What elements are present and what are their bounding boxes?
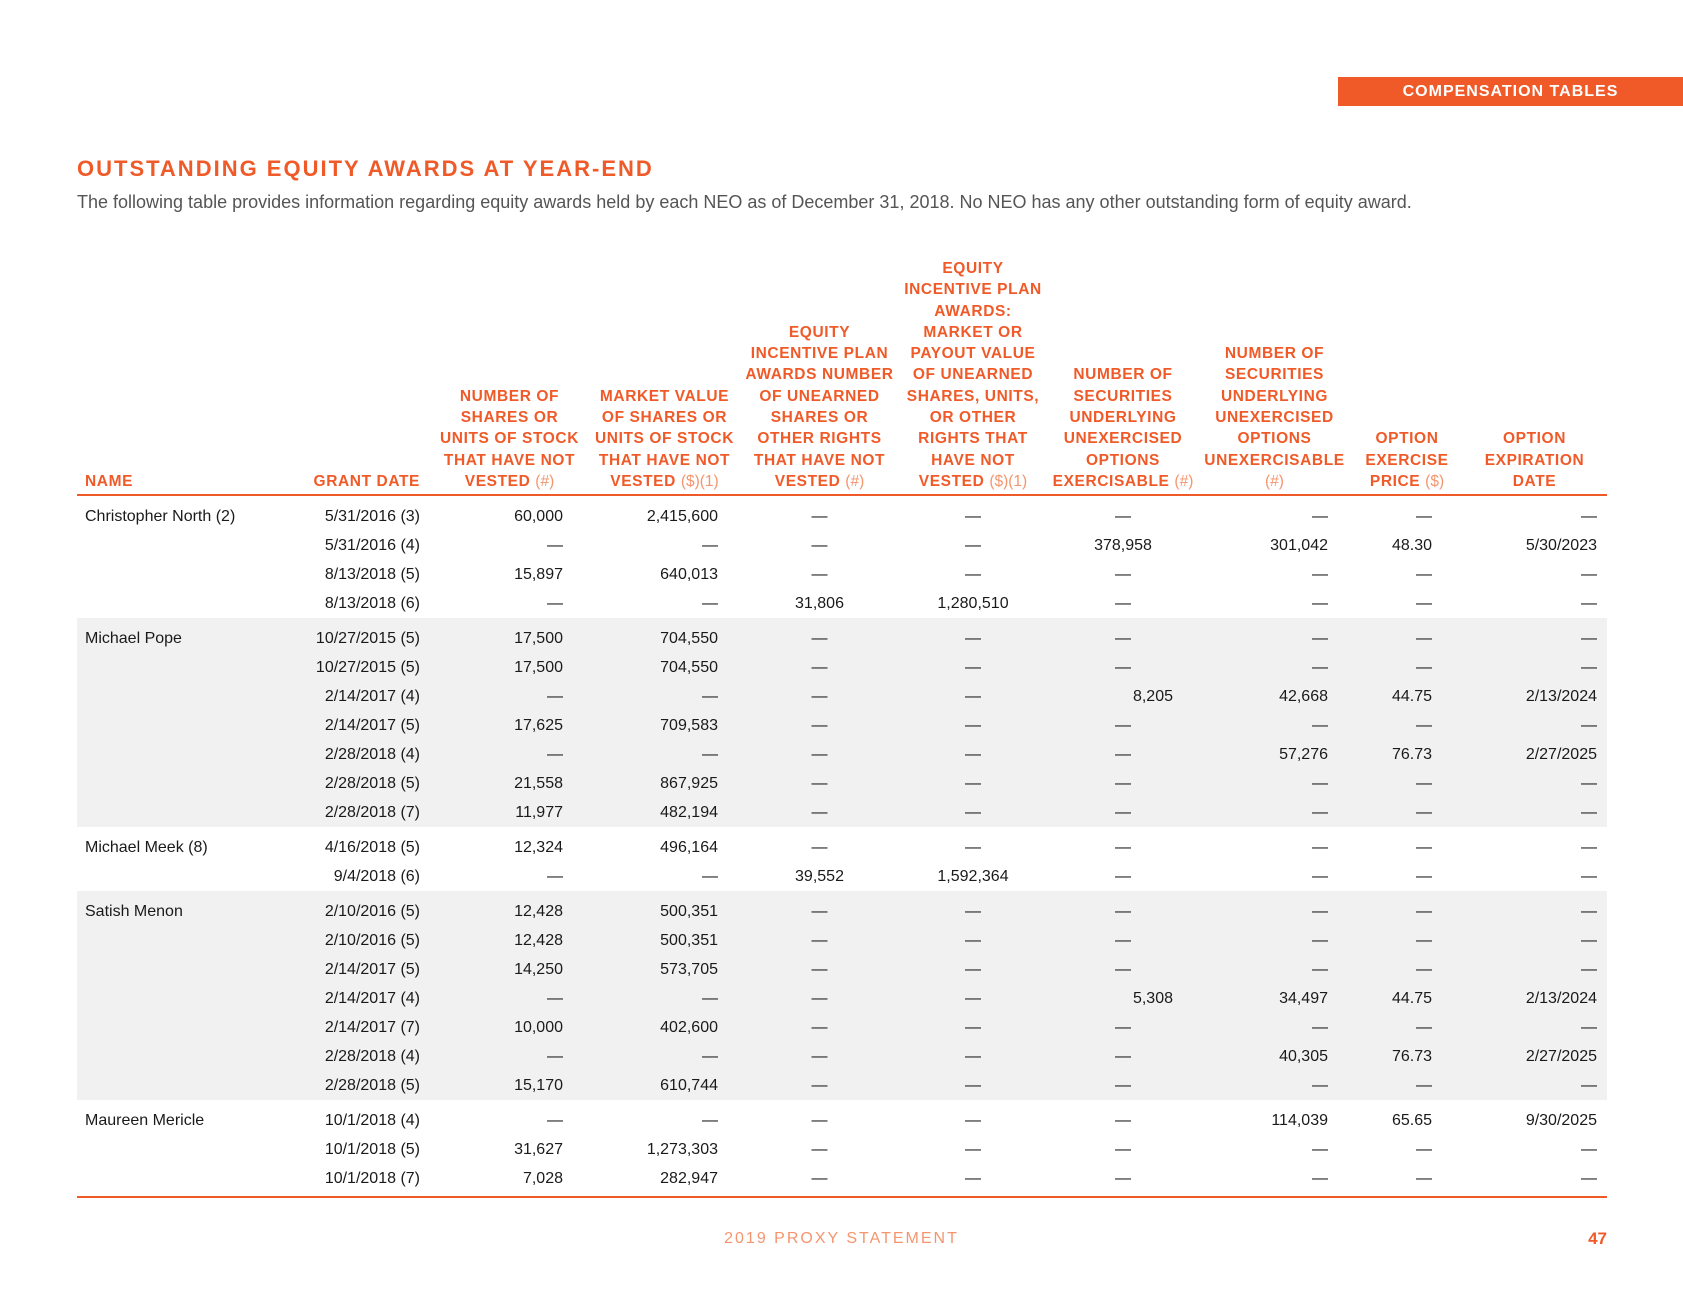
table-cell: —: [897, 926, 1049, 955]
table-cell: —: [742, 798, 897, 827]
table-row: [77, 711, 1607, 740]
table-cell: —: [1581, 867, 1597, 885]
table-cell: —: [702, 594, 718, 612]
table-cell: —: [1581, 507, 1597, 525]
table-cell: 2/13/2024: [1462, 984, 1607, 1013]
table-cell: 573,705: [587, 955, 742, 984]
table-cell: —: [587, 740, 742, 769]
neo-name: [77, 1042, 262, 1071]
column-header: NAME: [77, 258, 262, 495]
table-cell: —: [965, 1111, 981, 1129]
table-cell: —: [587, 1042, 742, 1071]
table-cell: —: [742, 682, 897, 711]
grant-date: 2/28/2018 (7): [262, 798, 432, 827]
grant-date: 2/28/2018 (5): [262, 1071, 432, 1100]
neo-name: [77, 711, 262, 740]
grant-date: 9/4/2018 (6): [333, 867, 420, 885]
table-cell: —: [811, 838, 828, 856]
table-cell: —: [702, 867, 718, 885]
column-header: MARKET VALUE OF SHARES OR UNITS OF STOCK THAT HAVE NOT VESTED ($)(1): [587, 258, 742, 495]
table-cell: 14,250: [432, 955, 587, 984]
table-row: [77, 926, 1607, 955]
award-group: [77, 495, 1607, 618]
table-cell: 500,351: [587, 926, 742, 955]
table-cell: —: [1312, 838, 1328, 856]
table-row: [77, 740, 1607, 769]
table-cell: —: [1352, 891, 1462, 926]
header-row: [77, 258, 1607, 495]
table-cell: —: [742, 740, 897, 769]
grant-date: 2/14/2017 (5): [262, 711, 432, 740]
neo-name: [77, 1135, 262, 1164]
column-header: EQUITY INCENTIVE PLAN AWARDS NUMBER OF UNEARNED SHARES OR OTHER RIGHTS THAT HAVE NOT VESTED (#): [742, 258, 897, 495]
column-header: NUMBER OF SHARES OR UNITS OF STOCK THAT HAVE NOT VESTED (#): [432, 258, 587, 495]
table-row: [77, 769, 1607, 798]
page-title: OUTSTANDING EQUITY AWARDS AT YEAR-END: [77, 156, 654, 181]
table-cell: —: [1115, 1140, 1131, 1158]
table-cell: —: [1462, 711, 1607, 740]
neo-name: [77, 589, 262, 618]
column-header: EQUITY INCENTIVE PLAN AWARDS: MARKET OR PAYOUT VALUE OF UNEARNED SHARES, UNITS, OR OTHER RIGHTS THAT HAVE NOT VESTED ($)(1): [897, 258, 1049, 495]
table-cell: —: [1416, 838, 1432, 856]
table-cell: —: [1352, 618, 1462, 653]
grant-date: 10/1/2018 (4): [324, 1111, 420, 1129]
table-cell: —: [1312, 1169, 1328, 1187]
table-cell: —: [1416, 507, 1432, 525]
intro-paragraph: The following table provides information regarding equity awards held by each NEO as of December 31, 2018. No NEO has any other outstanding form of equity award.: [77, 192, 1412, 212]
neo-name: Satish Menon: [77, 891, 262, 926]
grant-date: 8/13/2018 (6): [324, 594, 420, 612]
table-cell: 402,600: [587, 1013, 742, 1042]
table-row: [77, 1013, 1607, 1042]
table-cell: —: [897, 1071, 1049, 1100]
table-cell: —: [1197, 955, 1352, 984]
table-cell: —: [1352, 1013, 1462, 1042]
table-cell: —: [965, 565, 981, 583]
table-cell: 301,042: [1270, 536, 1328, 554]
table-cell: —: [1312, 565, 1328, 583]
table-cell: —: [1416, 867, 1432, 885]
neo-name: [77, 926, 262, 955]
table-cell: —: [1197, 798, 1352, 827]
grant-date: 2/14/2017 (4): [262, 682, 432, 711]
table-cell: —: [1462, 926, 1607, 955]
table-cell: —: [1115, 507, 1131, 525]
table-cell: —: [897, 1013, 1049, 1042]
grant-date: 2/10/2016 (5): [262, 926, 432, 955]
neo-name: [77, 955, 262, 984]
table-cell: —: [587, 984, 742, 1013]
table-cell: —: [1312, 867, 1328, 885]
table-cell: 7,028: [522, 1169, 563, 1187]
table-row: [77, 653, 1607, 682]
table-cell: —: [1049, 653, 1197, 682]
equity-awards-table: [77, 258, 1607, 1193]
table-cell: —: [1416, 594, 1432, 612]
neo-name: [77, 798, 262, 827]
table-cell: 5/30/2023: [1525, 536, 1597, 554]
table-cell: —: [547, 594, 563, 612]
table-cell: 709,583: [587, 711, 742, 740]
neo-name: [77, 1013, 262, 1042]
table-cell: 482,194: [587, 798, 742, 827]
table-cell: —: [547, 867, 563, 885]
table-cell: —: [811, 1140, 828, 1158]
table-cell: —: [1312, 507, 1328, 525]
table-cell: 1,280,510: [937, 594, 1009, 612]
table-cell: 17,500: [432, 618, 587, 653]
table-cell: —: [432, 1042, 587, 1071]
neo-name: Maureen Mericle: [85, 1111, 205, 1129]
table-cell: 31,806: [795, 594, 844, 612]
table-cell: 496,164: [660, 838, 718, 856]
table-cell: —: [1416, 565, 1432, 583]
table-cell: —: [1049, 618, 1197, 653]
table-cell: 60,000: [514, 507, 563, 525]
table-cell: —: [1197, 1013, 1352, 1042]
table-cell: —: [742, 1013, 897, 1042]
table-cell: 31,627: [514, 1140, 563, 1158]
grant-date: 5/31/2016 (3): [324, 507, 420, 525]
table-cell: —: [811, 536, 828, 554]
grant-date: 10/1/2018 (5): [324, 1140, 420, 1158]
neo-name: [77, 769, 262, 798]
grant-date: 2/28/2018 (4): [262, 1042, 432, 1071]
table-cell: —: [811, 1111, 828, 1129]
table-cell: —: [965, 507, 981, 525]
table-cell: —: [742, 984, 897, 1013]
table-cell: 2/27/2025: [1462, 1042, 1607, 1071]
table-cell: —: [1462, 891, 1607, 926]
table-cell: 40,305: [1197, 1042, 1352, 1071]
table-cell: —: [965, 536, 981, 554]
table-row: [77, 682, 1607, 711]
grant-date: 4/16/2018 (5): [324, 838, 420, 856]
table-cell: —: [547, 536, 563, 554]
table-cell: —: [587, 682, 742, 711]
table-cell: —: [897, 653, 1049, 682]
table-row: [77, 955, 1607, 984]
table-cell: 42,668: [1197, 682, 1352, 711]
neo-name: [77, 560, 262, 589]
table-cell: —: [742, 653, 897, 682]
table-cell: 8,205: [1049, 682, 1197, 711]
table-cell: —: [897, 891, 1049, 926]
column-header: OPTION EXPIRATION DATE: [1462, 258, 1607, 495]
table-row: [77, 618, 1607, 653]
table-cell: —: [1462, 653, 1607, 682]
table-cell: —: [965, 1169, 981, 1187]
table-cell: —: [1115, 838, 1131, 856]
table-cell: —: [1049, 769, 1197, 798]
table-cell: —: [1197, 1071, 1352, 1100]
section-tab: COMPENSATION TABLES: [1338, 77, 1683, 106]
page-number: 47: [1588, 1229, 1607, 1248]
table-cell: —: [1581, 1169, 1597, 1187]
table-cell: 39,552: [795, 867, 844, 885]
grant-date: 10/27/2015 (5): [262, 618, 432, 653]
table-cell: —: [1462, 1013, 1607, 1042]
table-cell: —: [1416, 1169, 1432, 1187]
footer-label: 2019 PROXY STATEMENT: [724, 1230, 959, 1247]
neo-name: [77, 1071, 262, 1100]
table-cell: —: [1049, 798, 1197, 827]
table-cell: —: [811, 1169, 828, 1187]
table-row: [77, 1042, 1607, 1071]
table-cell: 21,558: [432, 769, 587, 798]
table-cell: —: [1197, 618, 1352, 653]
table-cell: —: [1049, 711, 1197, 740]
table-row: [77, 984, 1607, 1013]
table-cell: —: [897, 740, 1049, 769]
grant-date: 10/1/2018 (7): [324, 1169, 420, 1187]
table-cell: 1,273,303: [646, 1140, 718, 1158]
table-cell: —: [1115, 594, 1131, 612]
table-cell: 65.65: [1391, 1111, 1432, 1129]
neo-name: [77, 682, 262, 711]
grant-date: 2/14/2017 (7): [262, 1013, 432, 1042]
table-cell: 2,415,600: [646, 507, 718, 525]
table-cell: —: [1352, 711, 1462, 740]
table-cell: —: [1462, 798, 1607, 827]
table-cell: —: [1197, 891, 1352, 926]
neo-name: [77, 862, 262, 891]
table-cell: 114,039: [1271, 1111, 1328, 1129]
table-row: [77, 862, 1607, 891]
table-cell: —: [811, 507, 828, 525]
table-bottom-rule: [77, 1196, 1607, 1198]
table-cell: —: [1352, 653, 1462, 682]
neo-name: Michael Meek (8): [85, 838, 208, 856]
award-group: [77, 1100, 1607, 1193]
table-cell: —: [742, 769, 897, 798]
table-cell: —: [1115, 1169, 1131, 1187]
table-cell: 15,170: [432, 1071, 587, 1100]
grant-date: 5/31/2016 (4): [324, 536, 420, 554]
table-cell: 867,925: [587, 769, 742, 798]
table-cell: —: [702, 536, 718, 554]
table-row: [77, 827, 1607, 862]
table-cell: —: [1049, 1071, 1197, 1100]
table-row: [77, 1071, 1607, 1100]
neo-name: [77, 531, 262, 560]
column-header: GRANT DATE: [262, 258, 432, 495]
neo-name: [77, 740, 262, 769]
table-cell: —: [1581, 1140, 1597, 1158]
table-cell: —: [432, 984, 587, 1013]
table-cell: —: [1581, 565, 1597, 583]
table-cell: 17,625: [432, 711, 587, 740]
grant-date: 8/13/2018 (5): [324, 565, 420, 583]
table-cell: —: [547, 1111, 563, 1129]
table-cell: —: [1581, 594, 1597, 612]
table-cell: 12,428: [432, 926, 587, 955]
table-cell: —: [897, 618, 1049, 653]
table-cell: —: [1049, 926, 1197, 955]
table-cell: 704,550: [587, 653, 742, 682]
table-cell: —: [897, 769, 1049, 798]
table-cell: —: [1312, 1140, 1328, 1158]
table-cell: 10,000: [432, 1013, 587, 1042]
table-cell: —: [1352, 926, 1462, 955]
table-cell: 704,550: [587, 618, 742, 653]
table-cell: —: [1352, 798, 1462, 827]
grant-date: 2/28/2018 (4): [262, 740, 432, 769]
table-row: [77, 891, 1607, 926]
table-row: [77, 1135, 1607, 1164]
table-cell: —: [432, 740, 587, 769]
grant-date: 2/10/2016 (5): [262, 891, 432, 926]
table-cell: —: [1115, 565, 1131, 583]
table-cell: 48.30: [1391, 536, 1432, 554]
table-cell: —: [897, 798, 1049, 827]
table-cell: —: [1462, 1071, 1607, 1100]
table-cell: —: [1462, 955, 1607, 984]
grant-date: 10/27/2015 (5): [262, 653, 432, 682]
table-cell: 12,428: [432, 891, 587, 926]
grant-date: 2/28/2018 (5): [262, 769, 432, 798]
table-cell: —: [1049, 740, 1197, 769]
table-cell: —: [1352, 1071, 1462, 1100]
table-cell: —: [897, 1042, 1049, 1071]
table-row: [77, 1100, 1607, 1135]
table-cell: —: [432, 682, 587, 711]
table-cell: 15,897: [514, 565, 563, 583]
table-cell: —: [1049, 891, 1197, 926]
table-cell: 9/30/2025: [1525, 1111, 1597, 1129]
table-cell: —: [1416, 1140, 1432, 1158]
table-cell: 34,497: [1197, 984, 1352, 1013]
table-cell: —: [742, 926, 897, 955]
table-cell: 12,324: [514, 838, 563, 856]
neo-name: Christopher North (2): [85, 507, 236, 525]
table-cell: —: [811, 565, 828, 583]
table-row: [77, 531, 1607, 560]
neo-name: Michael Pope: [77, 618, 262, 653]
table-cell: —: [1312, 594, 1328, 612]
grant-date: 2/14/2017 (5): [262, 955, 432, 984]
table-cell: —: [1352, 955, 1462, 984]
table-cell: —: [897, 984, 1049, 1013]
table-cell: —: [742, 618, 897, 653]
table-cell: —: [897, 955, 1049, 984]
table-row: [77, 589, 1607, 618]
table-cell: 640,013: [660, 565, 718, 583]
table-cell: —: [742, 891, 897, 926]
table-cell: —: [1049, 1042, 1197, 1071]
table-cell: 76.73: [1352, 1042, 1462, 1071]
award-group: [77, 891, 1607, 1100]
table-row: [77, 1164, 1607, 1193]
table-cell: 17,500: [432, 653, 587, 682]
table-cell: —: [897, 711, 1049, 740]
table-cell: —: [1462, 618, 1607, 653]
table-row: [77, 798, 1607, 827]
table-cell: —: [1115, 1111, 1131, 1129]
table-row: [77, 495, 1607, 531]
table-cell: —: [1462, 769, 1607, 798]
table-cell: —: [1049, 955, 1197, 984]
table-cell: 44.75: [1352, 984, 1462, 1013]
table-cell: 2/27/2025: [1462, 740, 1607, 769]
table-cell: —: [1197, 653, 1352, 682]
table-cell: 1,592,364: [937, 867, 1009, 885]
table-cell: —: [742, 1071, 897, 1100]
table-cell: 76.73: [1352, 740, 1462, 769]
table-cell: —: [1352, 769, 1462, 798]
table-cell: —: [742, 1042, 897, 1071]
table-cell: 282,947: [660, 1169, 718, 1187]
table-cell: —: [1581, 838, 1597, 856]
table-cell: —: [1197, 926, 1352, 955]
neo-name: [77, 1164, 262, 1193]
table-cell: —: [1197, 769, 1352, 798]
table-cell: 2/13/2024: [1462, 682, 1607, 711]
table-cell: 11,977: [432, 798, 587, 827]
table-cell: 57,276: [1197, 740, 1352, 769]
column-header: NUMBER OF SECURITIES UNDERLYING UNEXERCISED OPTIONS UNEXERCISABLE (#): [1197, 258, 1352, 495]
neo-name: [77, 653, 262, 682]
table-cell: —: [965, 1140, 981, 1158]
table-cell: 378,958: [1094, 536, 1152, 554]
table-row: [77, 560, 1607, 589]
table-cell: —: [702, 1111, 718, 1129]
table-cell: —: [742, 955, 897, 984]
table-cell: —: [742, 711, 897, 740]
table-cell: —: [965, 838, 981, 856]
table-cell: 44.75: [1352, 682, 1462, 711]
table-cell: —: [1197, 711, 1352, 740]
table-cell: 500,351: [587, 891, 742, 926]
table-cell: 5,308: [1049, 984, 1197, 1013]
table-cell: 610,744: [587, 1071, 742, 1100]
award-group: [77, 618, 1607, 827]
neo-name: [77, 984, 262, 1013]
table-cell: —: [1049, 1013, 1197, 1042]
column-header: NUMBER OF SECURITIES UNDERLYING UNEXERCISED OPTIONS EXERCISABLE (#): [1049, 258, 1197, 495]
grant-date: 2/14/2017 (4): [262, 984, 432, 1013]
table-cell: —: [1115, 867, 1131, 885]
table-cell: —: [897, 682, 1049, 711]
column-header: OPTION EXERCISE PRICE ($): [1352, 258, 1462, 495]
award-group: [77, 827, 1607, 891]
